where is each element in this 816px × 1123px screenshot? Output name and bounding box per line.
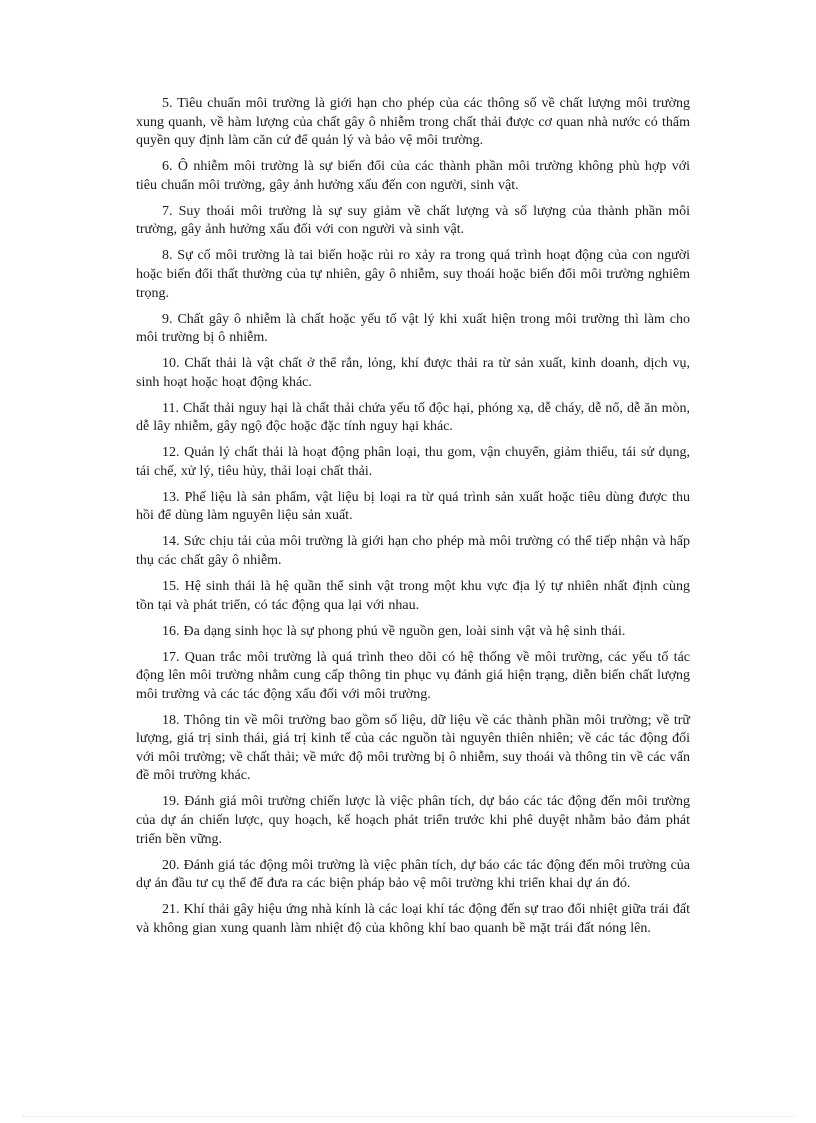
- paragraph-14: 14. Sức chịu tải của môi trường là giới hạn cho phép mà môi trường có thể tiếp nhận và hấp thụ các chất gây ô nhiễm.: [136, 534, 690, 568]
- paragraph-18: 18. Thông tin về môi trường bao gồm số liệu, dữ liệu về các thành phần môi trường; về trữ lượng, giá trị sinh thái, giá trị kinh tế của các nguồn tài nguyên thiên nhiên; về các tác động đối với môi trường; về chất thải; về mức độ môi trường bị ô nhiễm, suy thoái và thông tin về các vấn đề môi trường khác.: [136, 712, 690, 784]
- paragraph-5: 5. Tiêu chuẩn môi trường là giới hạn cho phép của các thông số về chất lượng môi trường xung quanh, về hàm lượng của chất gây ô nhiễm trong chất thải được cơ quan nhà nước có thẩm quyền quy định làm căn cứ để quản lý và bảo vệ môi trường.: [136, 96, 690, 149]
- document-body: [136, 95, 690, 946]
- paragraph-16: 16. Đa dạng sinh học là sự phong phú về nguồn gen, loài sinh vật và hệ sinh thái.: [162, 623, 626, 639]
- paragraph-8: 8. Sự cố môi trường là tai biến hoặc rủi ro xảy ra trong quá trình hoạt động của con người hoặc biến đổi thất thường của tự nhiên, gây ô nhiễm, suy thoái hoặc biến đổi môi trường nghiêm trọng.: [136, 248, 690, 301]
- paragraph-15: 15. Hệ sinh thái là hệ quần thể sinh vật trong một khu vực địa lý tự nhiên nhất định cùng tồn tại và phát triển, có tác động qua lại với nhau.: [136, 578, 690, 613]
- paragraph-7: 7. Suy thoái môi trường là sự suy giảm về chất lượng và số lượng của thành phần môi trường, gây ảnh hưởng xấu đối với con người và sinh vật.: [136, 203, 690, 238]
- paragraph-6: 6. Ô nhiễm môi trường là sự biến đổi của các thành phần môi trường không phù hợp với tiêu chuẩn môi trường, gây ảnh hưởng xấu đến con người, sinh vật.: [136, 159, 690, 193]
- paragraph-13: 13. Phế liệu là sản phẩm, vật liệu bị loại ra từ quá trình sản xuất hoặc tiêu dùng được thu hồi để dùng làm nguyên liệu sản xuất.: [136, 489, 690, 524]
- paragraph-17: 17. Quan trắc môi trường là quá trình theo dõi có hệ thống về môi trường, các yếu tố tác động lên môi trường nhằm cung cấp thông tin phục vụ đánh giá hiện trạng, diễn biến chất lượng môi trường và các tác động xấu đối với môi trường.: [136, 649, 690, 702]
- paragraph-10: 10. Chất thải là vật chất ở thể rắn, lỏng, khí được thải ra từ sản xuất, kinh doanh, dịch vụ, sinh hoạt hoặc hoạt động khác.: [136, 356, 690, 390]
- paragraph-19: 19. Đánh giá môi trường chiến lược là việc phân tích, dự báo các tác động đến môi trường của dự án chiến lược, quy hoạch, kế hoạch phát triển trước khi phê duyệt nhằm bảo đảm phát triển bền vững.: [136, 794, 690, 847]
- paragraph-12: 12. Quản lý chất thải là hoạt động phân loại, thu gom, vận chuyển, giảm thiểu, tái sử dụng, tái chế, xử lý, tiêu hủy, thải loại chất thải.: [136, 445, 690, 479]
- paragraph-20: 20. Đánh giá tác động môi trường là việc phân tích, dự báo các tác động đến môi trường của dự án đầu tư cụ thể để đưa ra các biện pháp bảo vệ môi trường khi triển khai dự án đó.: [136, 857, 690, 892]
- page-bottom-divider: [22, 1116, 794, 1117]
- paragraph-21: 21. Khí thải gây hiệu ứng nhà kính là các loại khí tác động đến sự trao đổi nhiệt giữa trái đất và không gian xung quanh làm nhiệt độ của không khí bao quanh bề mặt trái đất nóng lên.: [136, 902, 690, 936]
- paragraph-9: 9. Chất gây ô nhiễm là chất hoặc yếu tố vật lý khi xuất hiện trong môi trường thì làm cho môi trường bị ô nhiễm.: [136, 311, 690, 346]
- paragraph-11: 11. Chất thải nguy hại là chất thải chứa yếu tố độc hại, phóng xạ, dễ cháy, dễ nổ, dễ ăn mòn, dễ lây nhiễm, gây ngộ độc hoặc đặc tính nguy hại khác.: [136, 400, 690, 435]
